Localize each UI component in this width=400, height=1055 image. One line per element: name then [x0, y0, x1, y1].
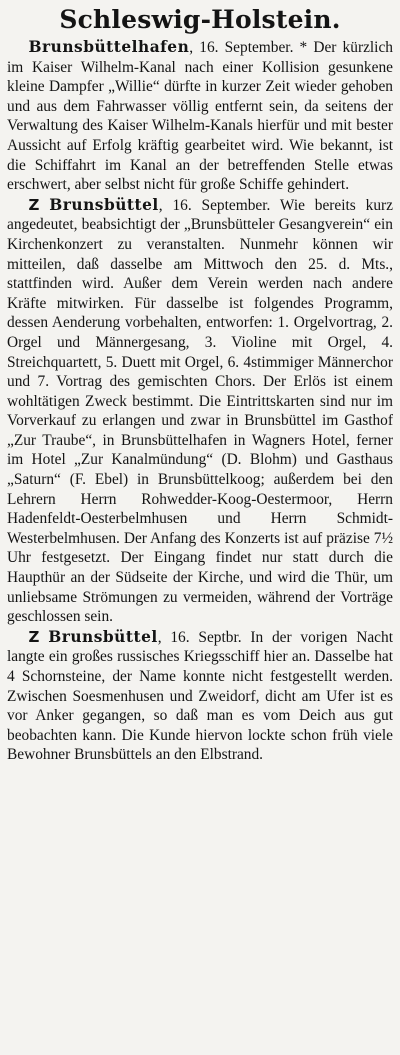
news-item-2: [7, 196, 393, 627]
dateline-place: Brunsbüttel: [48, 627, 158, 646]
article-body: Wie bereits kurz angedeutet, beabsichtigt der „Brunsbütteler Gesangverein“ ein Kirchenkonzert zu veranstalten. Nunmehr können wir mitteilen, daß dasselbe am Mittwoch den 25. d. Mts., stattfinden wird. Außer dem Verein werden nach andere Kräfte mitwirken. Für dasselbe ist folgendes Programm, dessen Aenderung vorbehalten, entworfen: 1. Orgelvortrag, 2. Orgel und Männergesang, 3. Violine mit Orgel, 4. Streichquartett, 5. Duett mit Orgel, 6. 4stimmiger Männerchor und 7. Vortrag des gemischten Chors. Der Erlös ist einem wohltätigen Zweck bestimmt. Die Eintrittskarten sind nur im Vorverkauf zu erlangen und zwar in Brunsbüttel im Gasthof „Zur Traube“, in Brunsbüttelhafen in Wagners Hotel, ferner im Hotel „Zur Kanalmündung“ (D. Blohm) und Gasthaus „Saturn“ (F. Ebel) in Brunsbüttelkoog; außerdem bei den Lehrern Herrn Rohwedder-Koog-Oestermoor, Herrn Hadenfeldt-Oesterbelmhusen und Herrn Schmidt-Westerbelmhusen. Der Anfang des Konzerts ist auf präzise 7½ Uhr festgesetzt. Der Eingang findet nur statt durch die Haupthür an der Südseite der Kirche, und wird die Thür, um unliebsame Strömungen zu vermeiden, während der Vorträge geschlossen sein.: [7, 196, 393, 626]
dateline-date: , 16. September.: [189, 39, 294, 56]
dateline-place: Brunsbüttel: [49, 195, 159, 214]
news-item-3: [7, 628, 393, 765]
author-mark: Z: [28, 627, 40, 646]
section-headline: Schleswig-Holstein.: [59, 5, 341, 34]
article-body: In der vorigen Nacht langte ein großes russisches Kriegsschiff hier an. Dasselbe hat 4 Schornsteine, der Name konnte nicht festgestellt werden. Zwischen Soesmenhusen und Zweidorf, dicht am Ufer ist es vor Anker gegangen, so daß man es vom Deich aus gut beobachten kann. Die Kunde hiervon lockte schon früh viele Bewohner Brunsbüttels an den Elbstrand.: [7, 628, 393, 764]
news-column: [7, 38, 393, 765]
dateline-place: Brunsbüttelhafen: [28, 38, 190, 56]
article-body: * Der kürzlich im Kaiser Wilhelm-Kanal nach einer Kollision gesunkene kleine Dampfer „Willie“ dürfte in kurzer Zeit wieder gehoben und aus dem Fahrwasser völlig entfernt sein, da seitens der Verwaltung des Kaiser Wilhelm-Kanals hierfür und mit bester Aussicht auf Erfolg kräftig gearbeitet wird. Wie bekannt, ist die Schiffahrt im Kanal an der betreffenden Stelle etwas erschwert, aber selbst nicht für große Schiffe gehindert.: [7, 39, 393, 194]
news-item-1: [7, 38, 393, 195]
dateline-date: , 16. Septbr.: [157, 628, 242, 646]
dateline-date: , 16. September.: [158, 196, 271, 214]
author-mark: Z: [28, 195, 40, 214]
